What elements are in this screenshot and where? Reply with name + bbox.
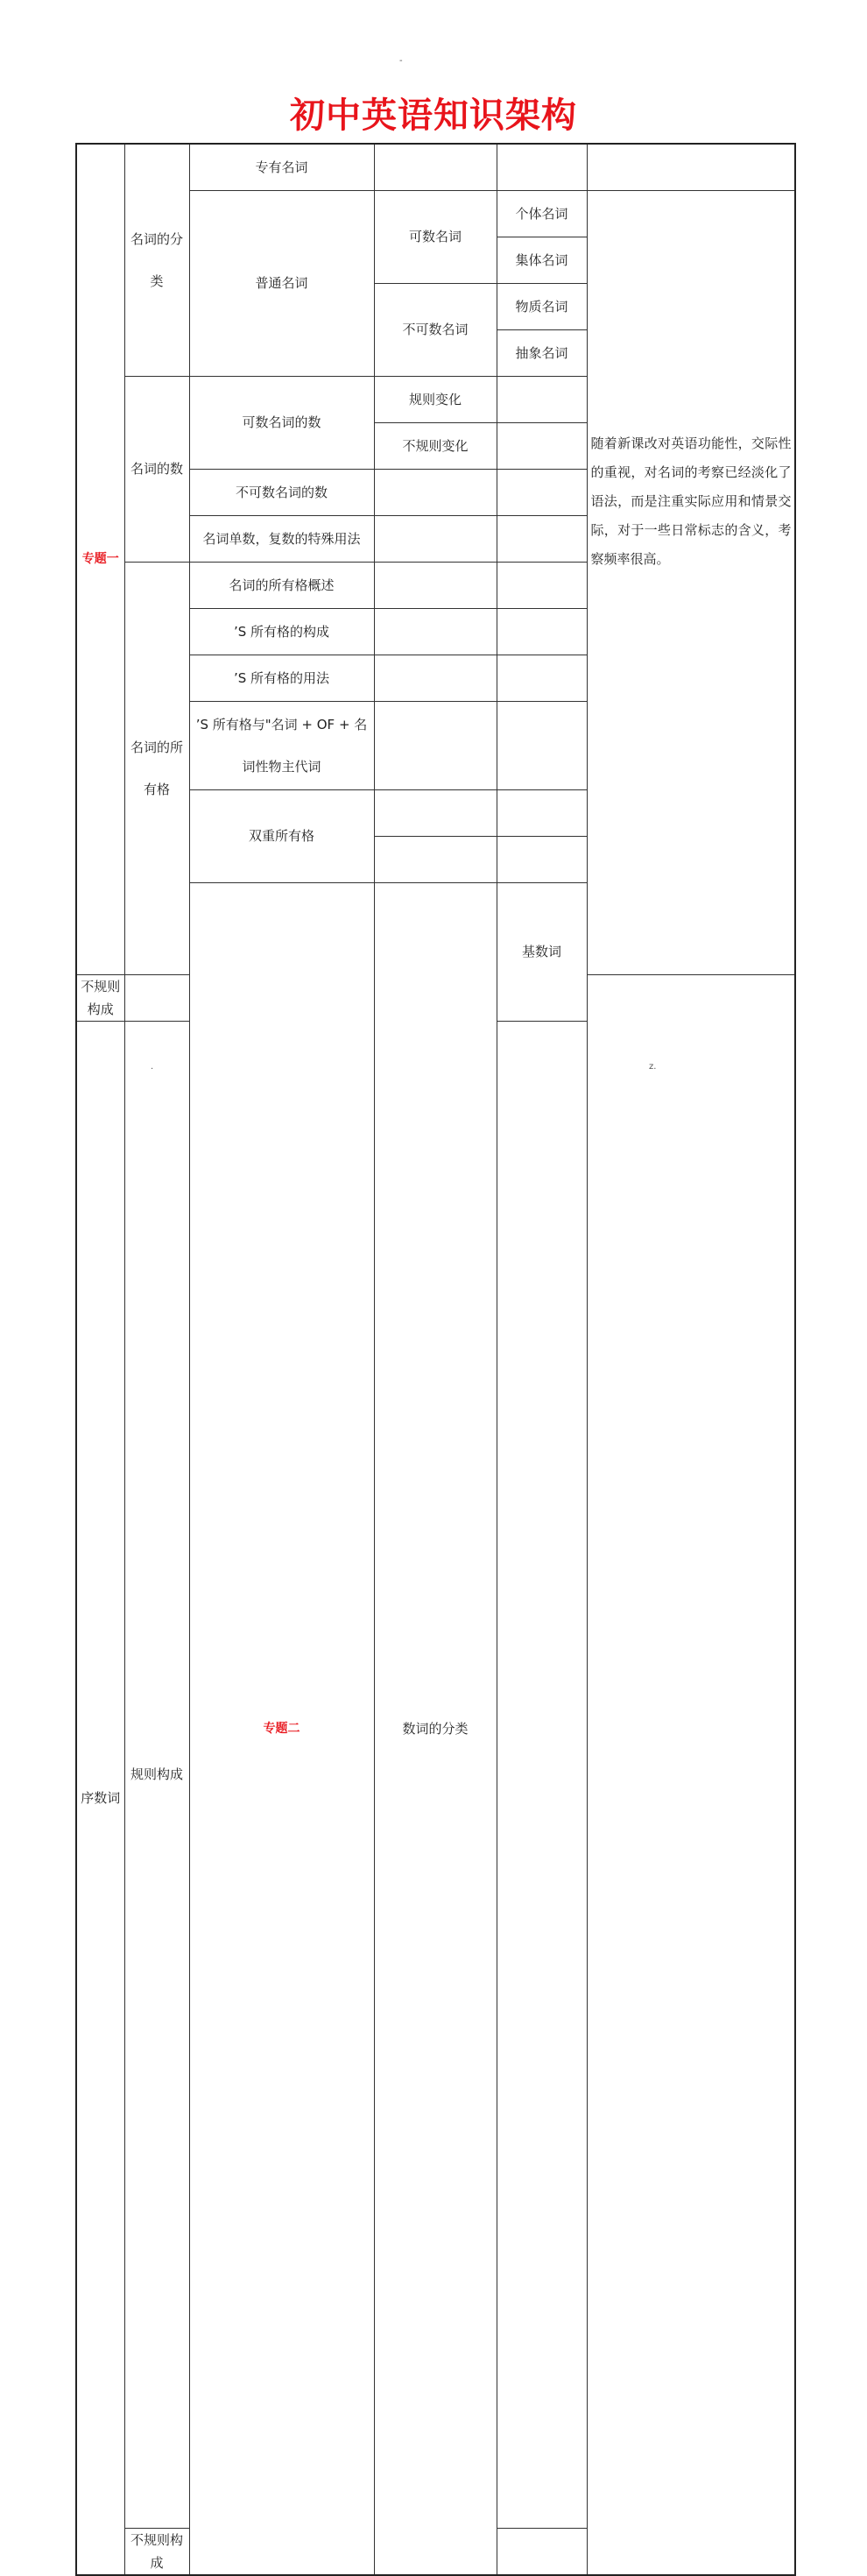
double-possessive: 双重所有格	[189, 789, 374, 882]
uncountable-noun: 不可数名词	[374, 283, 497, 376]
material-noun: 物质名词	[497, 283, 587, 329]
ordinal-number: 序数词	[76, 1021, 124, 2575]
ordinal-irregular: 不规则构成	[124, 2528, 189, 2575]
section-numeral-classification: 数词的分类	[374, 882, 497, 2575]
empty-cell	[497, 2528, 587, 2575]
topic-1-note-text: 随着新课改对英语功能性，交际性的重视，对名词的考察已经淡化了语法，而是注重实际应用和情景交际，对于一些日常标志的含义，考察频率很高。	[590, 435, 792, 567]
empty-cell	[497, 469, 587, 515]
abstract-noun: 抽象名词	[497, 329, 587, 376]
topic-1-label: 专题一	[76, 144, 124, 974]
section-possessive: 名词的所有格	[124, 562, 189, 974]
section-noun-classification: 名词的分类	[124, 144, 189, 376]
empty-cell	[497, 608, 587, 655]
empty-cell	[374, 515, 497, 562]
empty-cell	[374, 562, 497, 608]
top-mark: -	[399, 56, 403, 66]
cardinal-irregular: 不规则构成	[76, 974, 124, 1021]
possessive-comparison: ’S 所有格与"名词 + OF + 名词性物主代词	[189, 701, 374, 789]
countable-noun-number: 可数名词的数	[189, 376, 374, 469]
footer-right-mark: z.	[649, 1062, 657, 1072]
empty-cell	[497, 836, 587, 882]
uncountable-noun-number: 不可数名词的数	[189, 469, 374, 515]
topic-1-note	[587, 190, 795, 974]
empty-cell	[497, 144, 587, 190]
empty-cell	[497, 515, 587, 562]
cardinal-number: 基数词	[497, 882, 587, 1021]
empty-cell	[124, 974, 189, 1021]
irregular-change: 不规则变化	[374, 422, 497, 469]
empty-cell	[497, 422, 587, 469]
empty-cell	[374, 608, 497, 655]
empty-cell	[374, 789, 497, 836]
section-noun-number: 名词的数	[124, 376, 189, 562]
empty-cell	[497, 1021, 587, 2528]
topic-2-label: 专题二	[189, 882, 374, 2575]
possessive-formation: ’S 所有格的构成	[189, 608, 374, 655]
empty-cell	[497, 376, 587, 422]
regular-change: 规则变化	[374, 376, 497, 422]
common-noun: 普通名词	[189, 190, 374, 376]
page-title: 初中英语知识架构	[290, 96, 577, 136]
empty-cell	[497, 701, 587, 789]
empty-cell	[374, 836, 497, 882]
ordinal-regular: 规则构成	[124, 1021, 189, 2528]
empty-cell	[374, 655, 497, 701]
empty-cell	[374, 469, 497, 515]
proper-noun: 专有名词	[189, 144, 374, 190]
footer-left-mark: .	[151, 1062, 154, 1072]
countable-noun: 可数名词	[374, 190, 497, 283]
possessive-usage: ’S 所有格的用法	[189, 655, 374, 701]
empty-cell	[374, 144, 497, 190]
individual-noun: 个体名词	[497, 190, 587, 237]
possessive-overview: 名词的所有格概述	[189, 562, 374, 608]
knowledge-table	[75, 143, 796, 2576]
special-usage: 名词单数，复数的特殊用法	[189, 515, 374, 562]
empty-cell	[587, 144, 795, 190]
empty-cell	[497, 562, 587, 608]
empty-cell	[374, 701, 497, 789]
empty-cell	[497, 789, 587, 836]
collective-noun: 集体名词	[497, 237, 587, 283]
empty-cell	[497, 655, 587, 701]
